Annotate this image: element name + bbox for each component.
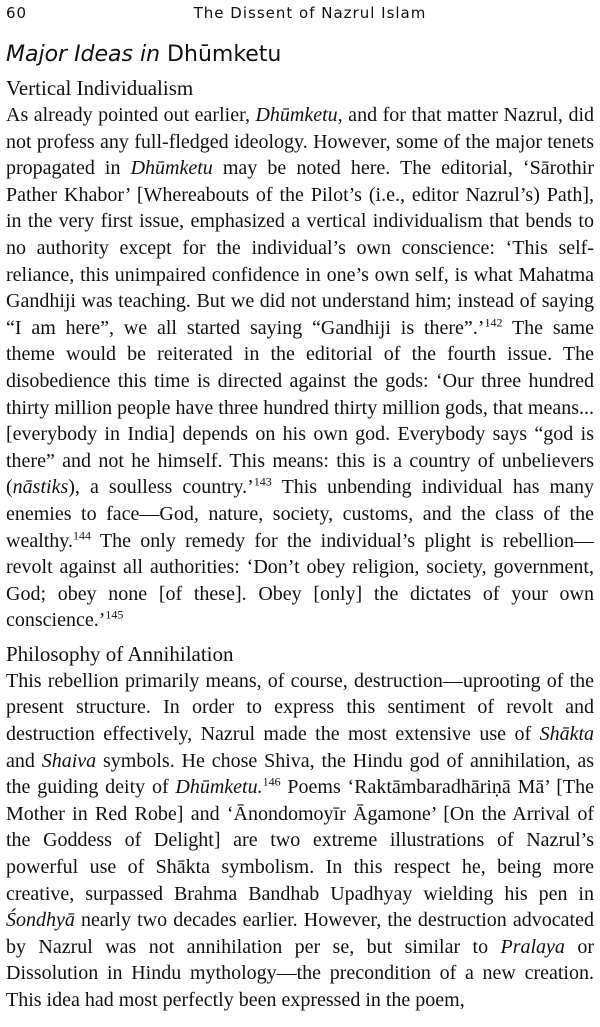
text-run: This rebellion primarily means, of course, destruction—uprooting of the present structure. In order to express this sentiment of revolt and destruction effectively, Nazrul made the most extensive use of <box>6 669 594 746</box>
italic-term: Śondhyā <box>6 909 75 932</box>
italic-term: Dhūmketu. <box>175 776 263 799</box>
subheading-philosophy-of-annihilation: Philosophy of Annihilation <box>6 641 234 666</box>
text-run: and <box>6 749 42 772</box>
text-run: nearly two decades earlier. However, the destruction advocated by Nazrul was not annihilation per se, but similar to <box>6 909 594 958</box>
text-run: or Dissolution in Hindu mythology—the precondition of a new creation. This idea had most perfectly been expressed in the poem, <box>6 935 594 1011</box>
footnote-ref: 145 <box>105 607 124 622</box>
footnote-ref: 142 <box>484 315 503 330</box>
footnote-ref: 146 <box>262 774 281 789</box>
section-title-italic: Major Ideas in <box>6 42 161 67</box>
text-run: ), a soulless country.’ <box>68 476 254 499</box>
text-run: As already pointed out earlier, <box>6 104 256 126</box>
paragraph-vertical-individualism <box>6 102 594 634</box>
page-body <box>6 40 594 1014</box>
footnote-ref: 144 <box>73 527 92 542</box>
footnote-ref: 143 <box>253 474 272 489</box>
text-run: Poems ‘Raktāmbaradhāriṇā Mā’ [The Mother in Red Robe] and ‘Ānondomoyīr Āgamone’ [On the Arrival of the Goddess of Delight] are two extreme illustrations of Nazrul’s powerful use of Shākta symbolism. In this respect he, being more creative, surpassed Brahma Bandhab Upadhyay wielding his pen in <box>6 776 594 905</box>
text-run: This unbending individual has many enemies to face—God, nature, society, customs, and the class of the wealthy. <box>6 476 594 552</box>
italic-term: nāstiks <box>12 476 69 499</box>
italic-term: Shaiva <box>41 749 97 772</box>
italic-term: Shākta <box>539 723 594 746</box>
italic-term: Dhūmketu <box>130 157 213 180</box>
running-header <box>6 2 594 28</box>
text-run: may be noted here. The editorial, ‘Sārothir Pather Khabor’ [Whereabouts of the Pilot’s (i.e., editor Nazrul’s) Path], in the very first issue, emphasized a vertical individualism that bends to no authority except for the individual’s own conscience: ‘This self-reliance, this unimpaired confidence in one’s own self, is what Mahatma Gandhiji was teaching. But we did not understand him; instead of saying “I am here”, we all started saying “Gandhiji is there”.’ <box>6 157 595 339</box>
text-run: , and for that matter Nazrul, did not profess any full-fledged ideology. However, some of the major tenets propagated in <box>6 104 594 180</box>
subheading-vertical-individualism: Vertical Individualism <box>6 76 194 100</box>
paragraph-philosophy-of-annihilation <box>6 668 594 1014</box>
text-run: The same theme would be reiterated in the editorial of the fourth issue. The disobedience this time is directed against the gods: ‘Our three hundred thirty million people have three hundred thirty million gods, that means...[everybody in India] depends on his own god. Everybody says “god is there” and not he himself. This means: this is a country of unbelievers ( <box>6 316 594 499</box>
text-run: The only remedy for the individual’s plight is rebellion—revolt against all authorities: ‘Don’t obey religion, society, government, God; obey none [of these]. Obey [only] the dictates of your own conscience.’ <box>6 529 594 632</box>
section-title <box>6 40 594 70</box>
book-title: The Dissent of Nazrul Islam <box>193 4 427 22</box>
section-title-rest: Dhūmketu <box>160 42 282 67</box>
text-run: symbols. He chose Shiva, the Hindu god of annihilation, as the guiding deity of <box>6 749 594 799</box>
page-number: 60 <box>6 4 28 22</box>
italic-term: Pralaya <box>500 935 565 958</box>
italic-term: Dhūmketu <box>255 104 338 126</box>
